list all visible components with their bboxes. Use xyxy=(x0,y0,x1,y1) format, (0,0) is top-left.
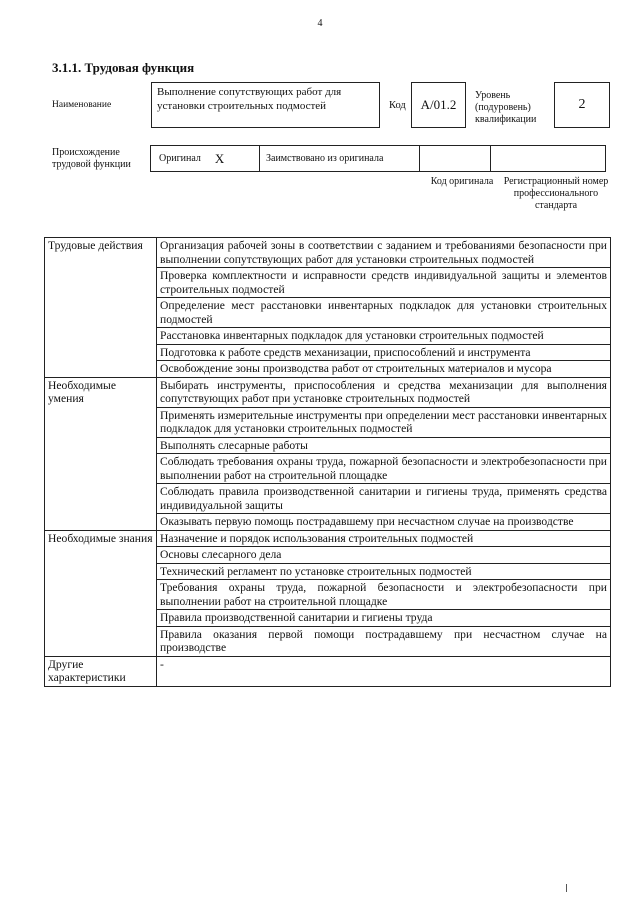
registration-number-cell xyxy=(490,145,606,172)
section-heading: Необходимые знания xyxy=(45,530,157,656)
section-item: Основы слесарного дела xyxy=(157,547,611,564)
section-item: Назначение и порядок использования строительных подмостей xyxy=(157,530,611,547)
original-code-caption: Код оригинала xyxy=(430,176,494,187)
section-heading: Другие характеристики xyxy=(45,656,157,686)
registration-number-caption: Регистрационный номер профессионального стандарта xyxy=(503,176,609,211)
origin-row xyxy=(151,145,610,172)
section-item: Организация рабочей зоны в соответствии с заданием и требованиями безопасности при выполнении сопутствующих работ для установки строительных подмостей xyxy=(157,238,611,268)
function-name: Выполнение сопутствующих работ для установки строительных подмостей xyxy=(151,82,380,128)
function-code: А/01.2 xyxy=(411,82,466,128)
section-item: - xyxy=(157,656,611,686)
code-label: Код xyxy=(389,100,406,111)
section-item: Подготовка к работе средств механизации, приспособлений и инструмента xyxy=(157,344,611,361)
section-item: Проверка комплектности и исправности средств индивидуальной защиты и элементов строительных подмостей xyxy=(157,268,611,298)
section-item: Освобождение зоны производства работ от строительных материалов и мусора xyxy=(157,361,611,378)
section-item: Соблюдать правила производственной санитарии и гигиены труда, применять средства индивидуальной защиты xyxy=(157,484,611,514)
borrowed-cell xyxy=(259,145,420,172)
table-row xyxy=(45,656,611,686)
section-item: Оказывать первую помощь пострадавшему при несчастном случае на производстве xyxy=(157,514,611,531)
original-code-cell xyxy=(419,145,491,172)
origin-label: Происхождение трудовой функции xyxy=(52,147,131,170)
section-item: Выбирать инструменты, приспособления и средства механизации для выполнения сопутствующих работ при установке строительных подмостей xyxy=(157,377,611,407)
original-label: Оригинал xyxy=(159,153,201,164)
section-item: Технический регламент по установке строительных подмостей xyxy=(157,563,611,580)
scan-mark xyxy=(566,884,567,892)
section-item: Выполнять слесарные работы xyxy=(157,437,611,454)
qualification-level: 2 xyxy=(554,82,610,128)
original-cell xyxy=(150,145,260,172)
table-row xyxy=(45,238,611,268)
section-item: Требования охраны труда, пожарной безопасности и электробезопасности при выполнении работ на строительной площадке xyxy=(157,580,611,610)
section-item: Применять измерительные инструменты при определении мест расстановки инвентарных подкладок для установки строительных подмостей xyxy=(157,407,611,437)
section-title: 3.1.1. Трудовая функция xyxy=(52,60,195,75)
section-item: Правила производственной санитарии и гигиены труда xyxy=(157,610,611,627)
level-label: Уровень (подуровень) квалификации xyxy=(475,90,537,125)
page-number: 4 xyxy=(317,18,323,29)
table-row xyxy=(45,530,611,547)
table-row xyxy=(45,377,611,407)
section-item: Правила оказания первой помощи пострадавшему при несчастном случае на производстве xyxy=(157,626,611,656)
section-heading: Необходимые умения xyxy=(45,377,157,530)
section-item: Определение мест расстановки инвентарных подкладок для установки строительных подмостей xyxy=(157,298,611,328)
name-label: Наименование xyxy=(52,100,112,110)
original-mark: X xyxy=(214,150,225,166)
section-item: Соблюдать требования охраны труда, пожарной безопасности и электробезопасности при выполнении работ на строительной площадке xyxy=(157,454,611,484)
function-table xyxy=(44,237,611,687)
section-heading: Трудовые действия xyxy=(45,238,157,378)
section-item: Расстановка инвентарных подкладок для установки строительных подмостей xyxy=(157,328,611,345)
borrowed-label: Заимствовано из оригинала xyxy=(266,153,384,164)
